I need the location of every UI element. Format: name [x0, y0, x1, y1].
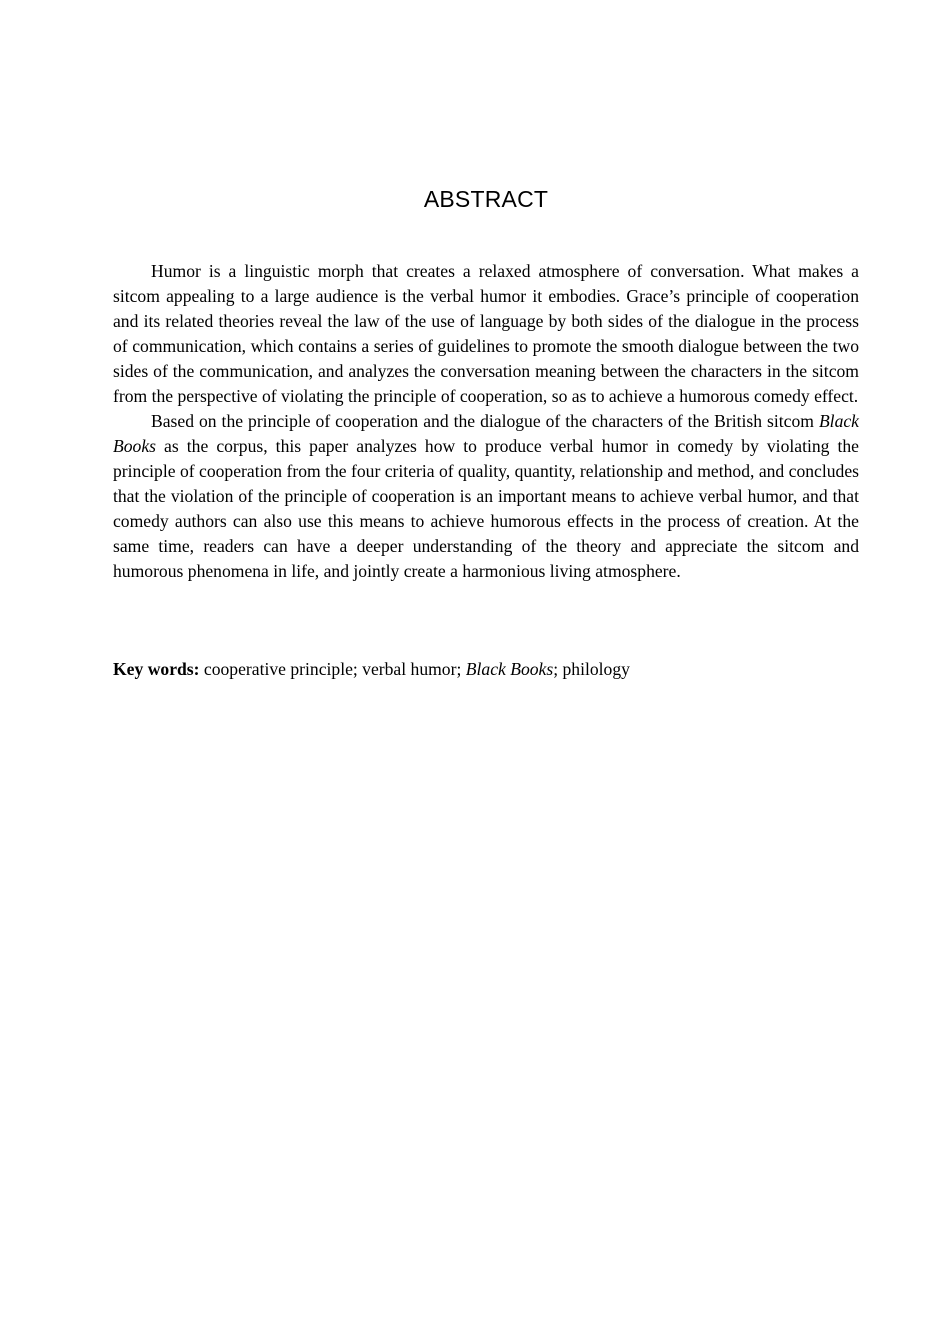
- abstract-paragraph-2: [113, 409, 859, 584]
- keywords-text-1: cooperative principle; verbal humor;: [199, 659, 466, 679]
- keywords-italic-title: Black Books: [465, 659, 554, 679]
- sitcom-title: Black Books: [113, 411, 859, 456]
- abstract-paragraph-1: Humor is a linguistic morph that creates a relaxed atmosphere of conversation. What makes a sitcom appealing to a large audience is the verbal humor it embodies. Grace’s principle of cooperation and its related theories reveal the law of the use of language by both sides of the dialogue in the process of communication, which contains a series of guidelines to promote the smooth dialogue between the two sides of the communication, and analyzes the conversation meaning between the characters in the sitcom from the perspective of violating the principle of cooperation, so as to achieve a humorous comedy effect.: [113, 261, 859, 406]
- paragraph-2-text-after: as the corpus, this paper analyzes how to produce verbal humor in comedy by violating the principle of cooperation from the four criteria of quality, quantity, relationship and method, and concludes that the violation of the principle of cooperation is an important means to achieve verbal humor, and that comedy authors can also use this means to achieve humorous effects in the process of creation. At the same time, readers can have a deeper understanding of the theory and appreciate the sitcom and humorous phenomena in life, and jointly create a harmonious living atmosphere.: [113, 436, 859, 581]
- abstract-body: [113, 259, 859, 584]
- keywords-label: Key words:: [113, 659, 200, 679]
- paragraph-2-text-before: Based on the principle of cooperation and the dialogue of the characters of the British sitcom: [151, 411, 819, 431]
- abstract-heading: ABSTRACT: [423, 186, 549, 212]
- keywords-line: [113, 657, 859, 682]
- keywords-text-2: ; philology: [553, 659, 630, 679]
